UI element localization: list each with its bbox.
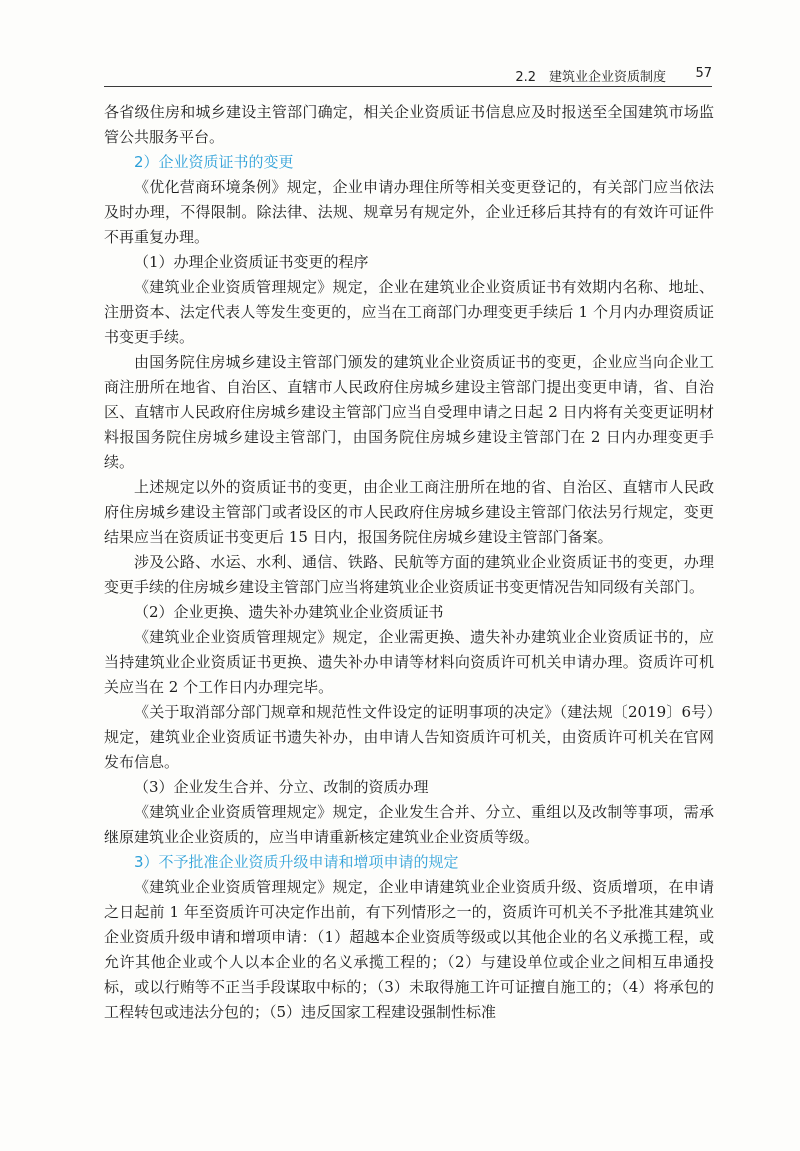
page-number: 57	[695, 66, 712, 81]
paragraph: 《建筑业企业资质管理规定》规定，企业申请建筑业企业资质升级、资质增项，在申请之日起前 1 年至资质许可决定作出前，有下列情形之一的，资质许可机关不予批准其建筑业企业资质升级申请和增项申请：（1）超越本企业资质等级或以其他企业的名义承揽工程，或允许其他企业或个人以本企业的名义承揽工程的；（2）与建设单位或企业之间相互串通投标，或以行贿等不正当手段谋取中标的；（3）未取得施工许可证擅自施工的；（4）将承包的工程转包或违法分包的；（5）违反国家工程建设强制性标准	[104, 878, 714, 1021]
paragraph: 各省级住房和城乡建设主管部门确定，相关企业资质证书信息应及时报送至全国建筑市场监管公共服务平台。	[104, 103, 714, 146]
running-title: 2.2 建筑业企业资质制度	[515, 70, 666, 85]
page-body	[104, 100, 714, 1025]
running-header	[104, 66, 712, 87]
paragraph: 《建筑业企业资质管理规定》规定，企业发生合并、分立、重组以及改制等事项，需承继原建筑业企业资质的，应当申请重新核定建筑业企业资质等级。	[104, 803, 714, 846]
paragraph: 由国务院住房城乡建设主管部门颁发的建筑业企业资质证书的变更，企业应当向企业工商注册所在地省、自治区、直辖市人民政府住房城乡建设主管部门提出变更申请，省、自治区、直辖市人民政府住房城乡建设主管部门应当自受理申请之日起 2 日内将有关变更证明材料报国务院住房城乡建设主管部门，由国务院住房城乡建设主管部门在 2 日内办理变更手续。	[104, 353, 714, 471]
paragraph: 《建筑业企业资质管理规定》规定，企业在建筑业企业资质证书有效期内名称、地址、注册资本、法定代表人等发生变更的，应当在工商部门办理变更手续后 1 个月内办理资质证书变更手续。	[104, 278, 714, 346]
list-item-heading: （3）企业发生合并、分立、改制的资质办理	[134, 778, 429, 796]
section-heading: 3）不予批准企业资质升级申请和增项申请的规定	[134, 853, 459, 871]
section-heading: 2）企业资质证书的变更	[134, 153, 294, 171]
paragraph: 涉及公路、水运、水利、通信、铁路、民航等方面的建筑业企业资质证书的变更，办理变更手续的住房城乡建设主管部门应当将建筑业企业资质证书变更情况告知同级有关部门。	[104, 553, 714, 596]
list-item-heading: （2）企业更换、遗失补办建筑业企业资质证书	[134, 603, 444, 621]
list-item-heading: （1）办理企业资质证书变更的程序	[134, 253, 369, 271]
paragraph: 上述规定以外的资质证书的变更，由企业工商注册所在地的省、自治区、直辖市人民政府住房城乡建设主管部门或者设区的市人民政府住房城乡建设主管部门依法另行规定，变更结果应当在资质证书变更后 15 日内，报国务院住房城乡建设主管部门备案。	[104, 478, 714, 546]
paragraph: 《建筑业企业资质管理规定》规定，企业需更换、遗失补办建筑业企业资质证书的，应当持建筑业企业资质证书更换、遗失补办申请等材料向资质许可机关申请办理。资质许可机关应当在 2 个工作日内办理完毕。	[104, 628, 714, 696]
paragraph: 《关于取消部分部门规章和规范性文件设定的证明事项的决定》（建法规〔2019〕6号）规定，建筑业企业资质证书遗失补办，由申请人告知资质许可机关，由资质许可机关在官网发布信息。	[104, 703, 714, 771]
paragraph: 《优化营商环境条例》规定，企业申请办理住所等相关变更登记的，有关部门应当依法及时办理，不得限制。除法律、法规、规章另有规定外，企业迁移后其持有的有效许可证件不再重复办理。	[104, 178, 714, 246]
